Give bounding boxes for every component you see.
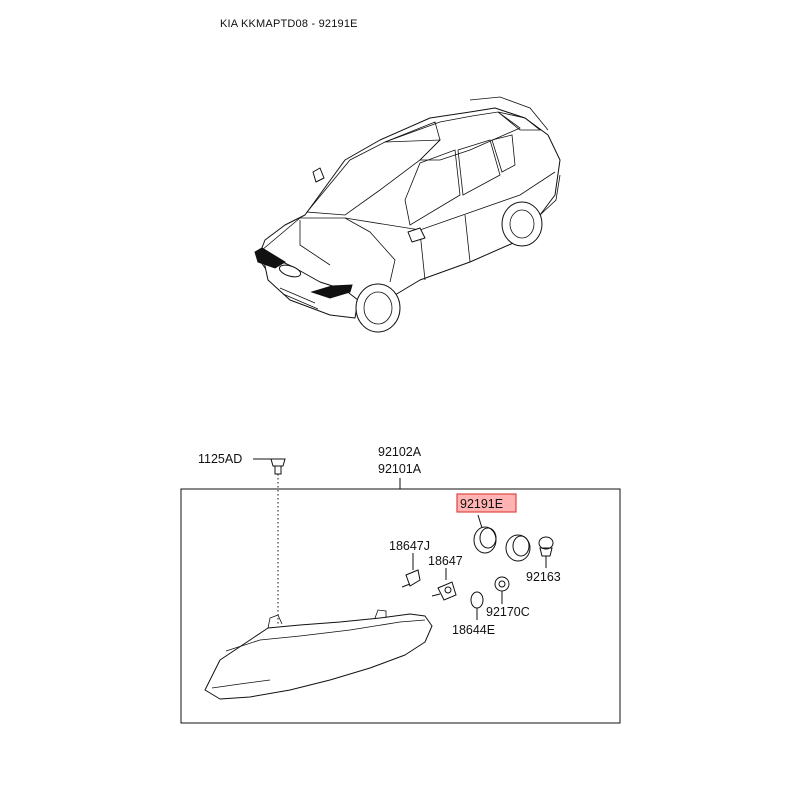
label-92101A: 92101A [378, 462, 422, 476]
cap-second [506, 535, 530, 561]
label-18647J: 18647J [389, 539, 431, 553]
label-92191E[interactable]: 92191E [460, 497, 504, 511]
bulb-18644E [471, 592, 483, 620]
label-92170C: 92170C [486, 605, 530, 619]
label-1125AD: 1125AD [198, 452, 243, 466]
bulb-18647 [432, 568, 456, 600]
cap-92191E[interactable] [474, 515, 496, 553]
label-92163: 92163 [526, 570, 561, 584]
bulb-18647J [402, 553, 420, 587]
car-illustration [255, 97, 560, 332]
label-18647: 18647 [428, 554, 463, 568]
label-92102A: 92102A [378, 445, 422, 459]
headlamp-assembly [205, 610, 432, 699]
diagram-title: KIA KKMAPTD08 - 92191E [220, 18, 358, 30]
bolt-1125AD [253, 459, 285, 625]
label-18644E: 18644E [452, 623, 496, 637]
socket-92163 [539, 537, 553, 568]
holder-92170C [495, 577, 509, 604]
